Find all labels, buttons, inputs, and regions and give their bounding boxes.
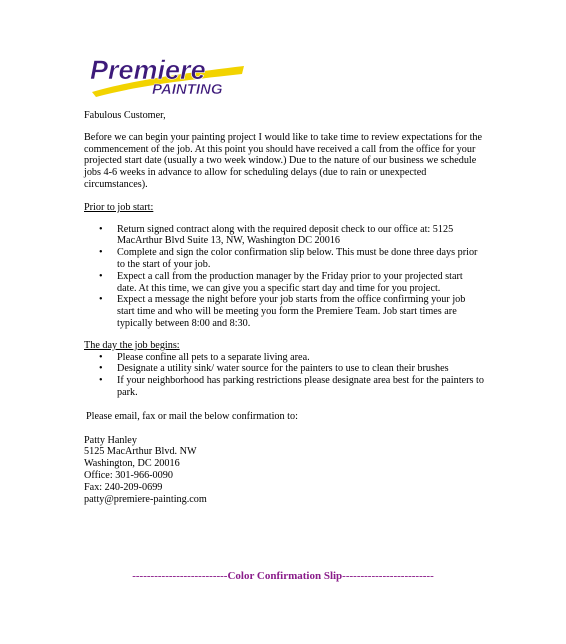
logo-premiere-text: Premiere — [90, 55, 206, 85]
prior-heading: Prior to job start: — [84, 201, 154, 213]
list-item-text: Expect a call from the production manager by the Friday prior to your projected start date. At this time, we can give you a specific start day and time for you project. — [117, 270, 463, 294]
list-item-text: Expect a message the night before your job starts from the office confirming your job start time and who will be meeting you form the Premiere Team. Job start times are typically between 8:00 and 8:30. — [117, 294, 466, 329]
contact-name: Patty Hanley — [84, 434, 137, 446]
bullet-icon: • — [99, 223, 103, 235]
bullet-icon: • — [99, 351, 103, 363]
greeting: Fabulous Customer, — [84, 110, 166, 121]
list-item — [84, 271, 484, 295]
logo-painting-text: PAINTING — [152, 81, 223, 98]
list-item — [84, 352, 484, 364]
list-item — [84, 224, 484, 248]
contact-office-phone: Office: 301-966-0090 — [84, 469, 173, 481]
list-item — [84, 294, 484, 329]
contact-address-line1: 5125 MacArthur Blvd. NW — [84, 446, 197, 458]
intro-paragraph: Before we can begin your painting project I would like to take time to review expectations for the commencement of the job. At this point you should have received a call from the office for your projected start date (usually a two week window.) Due to the nature of our business we schedule jobs 4-6 weeks in advance to allow for scheduling delays (due to rain or unexpected circumstances). — [84, 131, 483, 190]
list-item-text: Complete and sign the color confirmation slip below. This must be done three days prior to the start of your job. — [117, 247, 478, 270]
email-instruction: Please email, fax or mail the below confirmation to: — [86, 410, 298, 422]
bullet-icon: • — [99, 363, 103, 375]
list-item-text: Please confine all pets to a separate living area. — [117, 351, 310, 363]
day-of-list — [84, 352, 484, 399]
list-item-text: Designate a utility sink/ water source for the painters to use to clean their brushes — [117, 363, 449, 375]
day-of-section — [84, 340, 484, 399]
color-confirmation-slip-title: --------------------------Color Confirmation Slip------------------------- — [132, 570, 434, 582]
list-item — [84, 363, 484, 375]
list-item — [84, 247, 484, 271]
list-item-text: Return signed contract along with the required deposit check to our office at: 5125 MacArthur Blvd Suite 13, NW, Washington DC 20016 — [117, 223, 454, 247]
bullet-icon: • — [99, 375, 103, 387]
contact-fax: Fax: 240-209-0699 — [84, 481, 163, 493]
bullet-icon: • — [99, 270, 103, 282]
bullet-icon: • — [99, 294, 103, 306]
prior-list — [84, 224, 484, 330]
contact-block — [84, 435, 484, 506]
list-item — [84, 375, 484, 399]
bullet-icon: • — [99, 247, 103, 259]
premiere-painting-logo — [86, 52, 246, 100]
letter-body — [84, 110, 484, 505]
contact-address-line2: Washington, DC 20016 — [84, 458, 180, 470]
contact-email: patty@premiere-painting.com — [84, 493, 207, 505]
day-of-heading: The day the job begins: — [84, 339, 180, 351]
list-item-text: If your neighborhood has parking restrictions please designate area best for the painters to park. — [117, 375, 484, 398]
